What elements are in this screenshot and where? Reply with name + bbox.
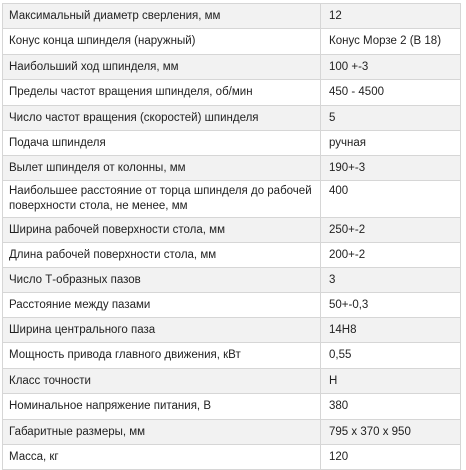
value-cell: 14Н8 — [321, 318, 461, 343]
specifications-table — [2, 3, 461, 470]
table-row — [3, 131, 461, 156]
param-cell: Максимальный диаметр сверления, мм — [3, 4, 321, 29]
table-row — [3, 181, 461, 218]
table-row — [3, 318, 461, 343]
value-cell: 12 — [321, 4, 461, 29]
table-row — [3, 394, 461, 420]
value-cell: 3 — [321, 268, 461, 293]
value-cell: 100 +-3 — [321, 55, 461, 80]
value-cell: Конус Морзе 2 (В 18) — [321, 29, 461, 55]
param-cell: Наибольший ход шпинделя, мм — [3, 55, 321, 80]
param-cell: Конус конца шпинделя (наружный) — [3, 29, 321, 55]
param-cell: Класс точности — [3, 369, 321, 394]
value-cell: 450 - 4500 — [321, 80, 461, 106]
table-row — [3, 268, 461, 293]
param-cell: Номинальное напряжение питания, В — [3, 394, 321, 420]
value-cell: 50+-0,3 — [321, 293, 461, 318]
value-cell: 5 — [321, 106, 461, 131]
param-cell: Ширина центрального паза — [3, 318, 321, 343]
table-row — [3, 293, 461, 318]
table-row — [3, 420, 461, 445]
value-cell: 190+-3 — [321, 156, 461, 181]
param-cell: Габаритные размеры, мм — [3, 420, 321, 445]
value-cell: 200+-2 — [321, 243, 461, 268]
specifications-table-body — [3, 4, 461, 470]
table-row — [3, 55, 461, 80]
param-cell: Вылет шпинделя от колонны, мм — [3, 156, 321, 181]
param-cell: Число Т-образных пазов — [3, 268, 321, 293]
value-cell: ручная — [321, 131, 461, 156]
value-cell: 795 х 370 х 950 — [321, 420, 461, 445]
table-row — [3, 4, 461, 29]
param-cell: Пределы частот вращения шпинделя, об/мин — [3, 80, 321, 106]
param-cell: Ширина рабочей поверхности стола, мм — [3, 218, 321, 243]
value-cell: 120 — [321, 445, 461, 470]
param-cell: Расстояние между пазами — [3, 293, 321, 318]
table-row — [3, 156, 461, 181]
table-row — [3, 218, 461, 243]
table-row — [3, 29, 461, 55]
value-cell: 400 — [321, 181, 461, 218]
param-cell: Наибольшее расстояние от торца шпинделя до рабочей поверхности стола, не менее, мм — [3, 181, 321, 218]
table-row — [3, 343, 461, 369]
param-cell: Мощность привода главного движения, кВт — [3, 343, 321, 369]
param-cell: Подача шпинделя — [3, 131, 321, 156]
value-cell: 0,55 — [321, 343, 461, 369]
value-cell: 250+-2 — [321, 218, 461, 243]
table-row — [3, 243, 461, 268]
table-row — [3, 106, 461, 131]
param-cell: Длина рабочей поверхности стола, мм — [3, 243, 321, 268]
table-row — [3, 369, 461, 394]
value-cell: Н — [321, 369, 461, 394]
param-cell: Число частот вращения (скоростей) шпинделя — [3, 106, 321, 131]
value-cell: 380 — [321, 394, 461, 420]
table-row — [3, 80, 461, 106]
param-cell: Масса, кг — [3, 445, 321, 470]
